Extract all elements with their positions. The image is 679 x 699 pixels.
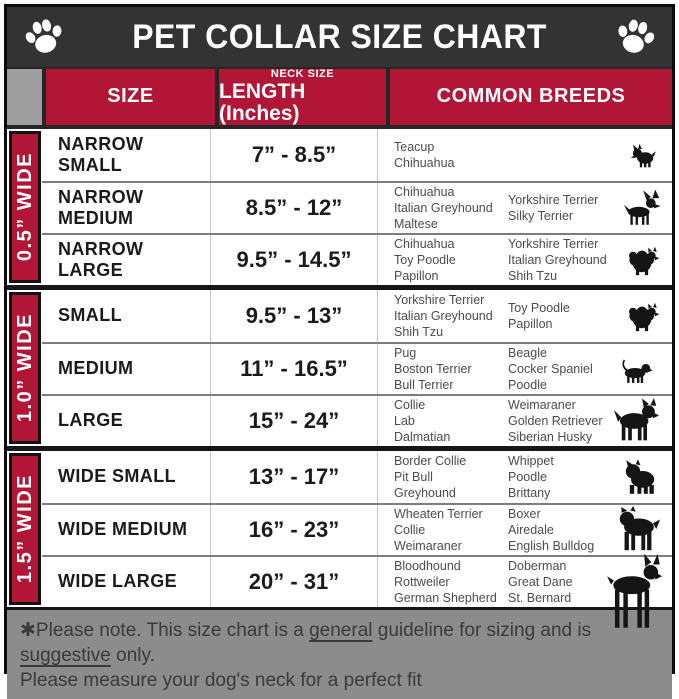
breed-item: Lab <box>394 413 415 428</box>
size-cell: WIDE SMALL <box>58 466 176 487</box>
breed-item: Border Collie <box>394 453 467 468</box>
width-group <box>7 446 672 607</box>
breed-item: Chihuahua <box>394 236 455 251</box>
breed-item: Weimaraner <box>508 397 576 412</box>
breed-item: Rottweiler <box>394 574 450 589</box>
breed-item: Airedale <box>508 522 554 537</box>
width-bar <box>9 131 41 283</box>
breed-item: Yorkshire Terrier <box>394 292 485 307</box>
breed-item: Shih Tzu <box>508 268 558 283</box>
breed-list-left <box>394 184 498 232</box>
shepherd-icon <box>610 398 662 444</box>
group-rows <box>42 129 672 285</box>
breed-item: Weimaraner <box>394 538 462 553</box>
breed-list-right <box>508 558 620 606</box>
breed-item: Brittany <box>508 485 551 500</box>
column-header-row <box>7 67 672 129</box>
pomeranian-icon <box>622 298 662 334</box>
footer-note-line1 <box>20 618 659 668</box>
footer-text-segment: guideline for sizing and is <box>372 619 592 641</box>
breed-list-left <box>394 558 498 606</box>
breed-item: Toy Poodle <box>508 300 570 315</box>
footer-note <box>7 607 672 699</box>
pomeranian-icon <box>622 242 662 278</box>
width-bar-column <box>7 451 42 607</box>
breed-item: Pit Bull <box>394 469 433 484</box>
footer-underlined-word: general <box>309 619 373 641</box>
paw-icon <box>16 10 71 64</box>
top-banner <box>7 7 672 67</box>
breed-list-left <box>394 345 498 393</box>
column-header-length: LENGTH (Inches) <box>219 79 306 125</box>
breed-item: Collie <box>394 522 426 537</box>
column-header-neck <box>219 69 386 125</box>
breed-item: Collie <box>394 397 426 412</box>
breed-item: Maltese <box>394 216 438 231</box>
width-bar-column <box>7 290 42 446</box>
table-row <box>42 451 672 503</box>
size-cell: NARROW MEDIUM <box>58 186 144 228</box>
breed-item: German Shepherd <box>394 590 497 605</box>
table-row <box>42 394 672 446</box>
breed-item: Yorkshire Terrier <box>508 192 599 207</box>
footer-underlined-word: suggestive <box>20 644 111 666</box>
width-bar <box>9 292 41 444</box>
breed-item: Teacup <box>394 139 435 154</box>
footer-note-line2: Please measure your dog's neck for a perfect fit <box>20 669 422 691</box>
breed-item: Shih Tzu <box>394 324 444 339</box>
size-cell: LARGE <box>58 410 123 431</box>
breed-item: Boxer <box>508 506 541 521</box>
breed-list-left <box>394 506 498 554</box>
size-cell: NARROW LARGE <box>58 238 144 280</box>
length-cell: 8.5” - 12” <box>210 183 377 233</box>
beagle-icon <box>610 352 662 386</box>
breed-list-left <box>394 397 498 445</box>
breed-item: Whippet <box>508 453 554 468</box>
length-cell: 16” - 23” <box>210 505 377 555</box>
paw-icon <box>607 10 662 64</box>
length-cell: 13” - 17” <box>210 451 377 503</box>
length-cell: 7” - 8.5” <box>210 129 377 181</box>
doberman-icon <box>606 553 662 633</box>
breed-item: Boston Terrier <box>394 361 472 376</box>
breed-item: Silky Terrier <box>508 208 574 223</box>
breed-item: Yorkshire Terrier <box>508 236 599 251</box>
breed-item: Great Dane <box>508 574 573 589</box>
breed-item: Chihuahua <box>394 155 455 170</box>
footer-text-segment: ✱Please note. This size chart is a <box>20 619 310 641</box>
width-group <box>7 285 672 446</box>
breed-item: Beagle <box>508 345 547 360</box>
breed-item: Cocker Spaniel <box>508 361 593 376</box>
breed-item: Doberman <box>508 558 567 573</box>
group-rows <box>42 451 672 607</box>
breed-list-right <box>508 345 620 393</box>
length-cell: 20” - 31” <box>210 557 377 607</box>
table-row <box>42 181 672 233</box>
yorkie-icon <box>626 140 662 170</box>
breed-item: Italian Greyhound <box>394 308 493 323</box>
breed-list-left <box>394 236 498 284</box>
breed-list-right <box>508 397 620 445</box>
breed-list-right <box>508 453 620 501</box>
breed-item: Pug <box>394 345 417 360</box>
breed-list-left <box>394 453 498 501</box>
breed-item: Wheaten Terrier <box>394 506 483 521</box>
breed-item: Bloodhound <box>394 558 461 573</box>
breed-list-right <box>508 192 620 224</box>
breed-item: Italian Greyhound <box>394 200 493 215</box>
column-header-breeds: COMMON BREEDS <box>390 69 672 125</box>
bulldog-icon <box>620 457 662 497</box>
chart-frame <box>4 4 675 691</box>
width-group-label: 0.5” WIDE <box>13 152 36 262</box>
length-cell: 11” - 16.5” <box>210 344 377 394</box>
length-cell: 15” - 24” <box>210 396 377 446</box>
breed-item: St. Bernard <box>508 590 572 605</box>
breed-item: Italian Greyhound <box>508 252 607 267</box>
size-cell: WIDE MEDIUM <box>58 519 188 540</box>
breed-item: Poodle <box>508 377 547 392</box>
breed-item: Papillon <box>394 268 439 283</box>
table-row <box>42 129 672 181</box>
width-group <box>7 129 672 285</box>
size-cell: NARROW SMALL <box>58 133 144 175</box>
group-rows <box>42 290 672 446</box>
breed-item: Greyhound <box>394 485 456 500</box>
table-row <box>42 555 672 607</box>
table-row <box>42 342 672 394</box>
width-bar <box>9 453 41 605</box>
breed-list-right <box>508 236 620 284</box>
chihuahua-icon <box>622 188 662 228</box>
size-cell: MEDIUM <box>58 358 134 379</box>
table-row <box>42 290 672 342</box>
breed-item: Toy Poodle <box>394 252 456 267</box>
width-group-label: 1.5” WIDE <box>13 474 36 584</box>
column-header-neck-size: NECK SIZE <box>270 68 335 80</box>
breed-item: Bull Terrier <box>394 377 454 392</box>
breed-item: Poodle <box>508 469 547 484</box>
breed-list-right <box>508 300 620 332</box>
footer-text-segment: only. <box>110 644 155 666</box>
breed-item: Chihuahua <box>394 184 455 199</box>
length-cell: 9.5” - 14.5” <box>210 235 377 285</box>
size-table <box>7 129 672 607</box>
breed-list-right <box>508 506 620 554</box>
breed-item: English Bulldog <box>508 538 595 553</box>
table-row <box>42 503 672 555</box>
breed-item: Siberian Husky <box>508 429 593 444</box>
width-group-label: 1.0” WIDE <box>13 313 36 423</box>
pitbull-icon <box>614 506 662 554</box>
corner-cell <box>7 69 42 125</box>
column-header-size: SIZE <box>46 69 215 125</box>
breed-item: Dalmatian <box>394 429 451 444</box>
width-bar-column <box>7 129 42 285</box>
length-cell: 9.5” - 13” <box>210 290 377 342</box>
table-row <box>42 233 672 285</box>
size-cell: WIDE LARGE <box>58 571 177 592</box>
breed-item: Papillon <box>508 316 553 331</box>
breed-list-left <box>394 292 498 340</box>
breed-list-left <box>394 139 498 171</box>
page-title: PET COLLAR SIZE CHART <box>132 17 547 56</box>
size-cell: SMALL <box>58 305 122 326</box>
breed-item: Golden Retriever <box>508 413 603 428</box>
